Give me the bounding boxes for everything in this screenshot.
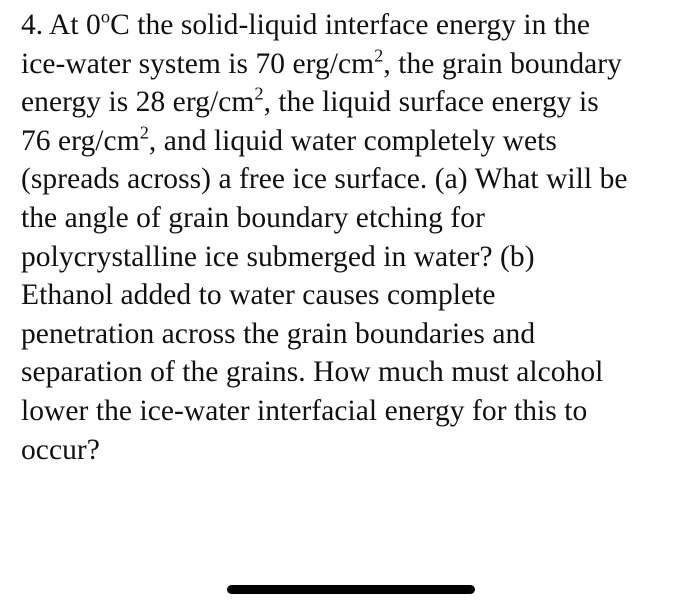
line-4-text-a: 76 erg/cm [21, 124, 140, 157]
line-2-text-b: , the grain boundary [383, 47, 622, 80]
problem-line-10: separation of the grains. How much must alcohol [21, 356, 604, 389]
problem-line-9: penetration across the grain boundaries and [21, 317, 536, 350]
line-2-text-a: ice-water system is 70 erg/cm [21, 47, 375, 80]
line-4-text-b: , and liquid water completely wets [148, 124, 557, 157]
problem-line-2 [21, 45, 691, 84]
home-indicator-bar[interactable] [227, 585, 475, 594]
exponent-superscript: 2 [254, 83, 264, 104]
problem-line-3 [21, 83, 691, 122]
line-3-text-a: energy is 28 erg/cm [21, 86, 255, 119]
degree-superscript: o [100, 6, 111, 27]
line-1-text-b: C the solid-liquid interface energy in the [110, 9, 591, 41]
problem-statement [21, 6, 691, 469]
problem-line-6: the angle of grain boundary etching for [21, 201, 485, 234]
exponent-superscript: 2 [374, 45, 384, 66]
problem-line-4 [21, 122, 691, 161]
exponent-superscript: 2 [139, 122, 149, 143]
problem-line-12: occur? [21, 433, 100, 466]
problem-line-1 [21, 6, 691, 45]
problem-line-5: (spreads across) a free ice surface. (a) What will be [21, 163, 628, 196]
problem-line-11: lower the ice-water interfacial energy for this to [21, 394, 588, 427]
line-1-text-a: 4. At 0 [21, 9, 101, 41]
problem-line-8: Ethanol added to water causes complete [21, 279, 496, 312]
problem-line-7: polycrystalline ice submerged in water? (b) [21, 240, 535, 273]
line-3-text-b: , the liquid surface energy is [263, 86, 599, 119]
